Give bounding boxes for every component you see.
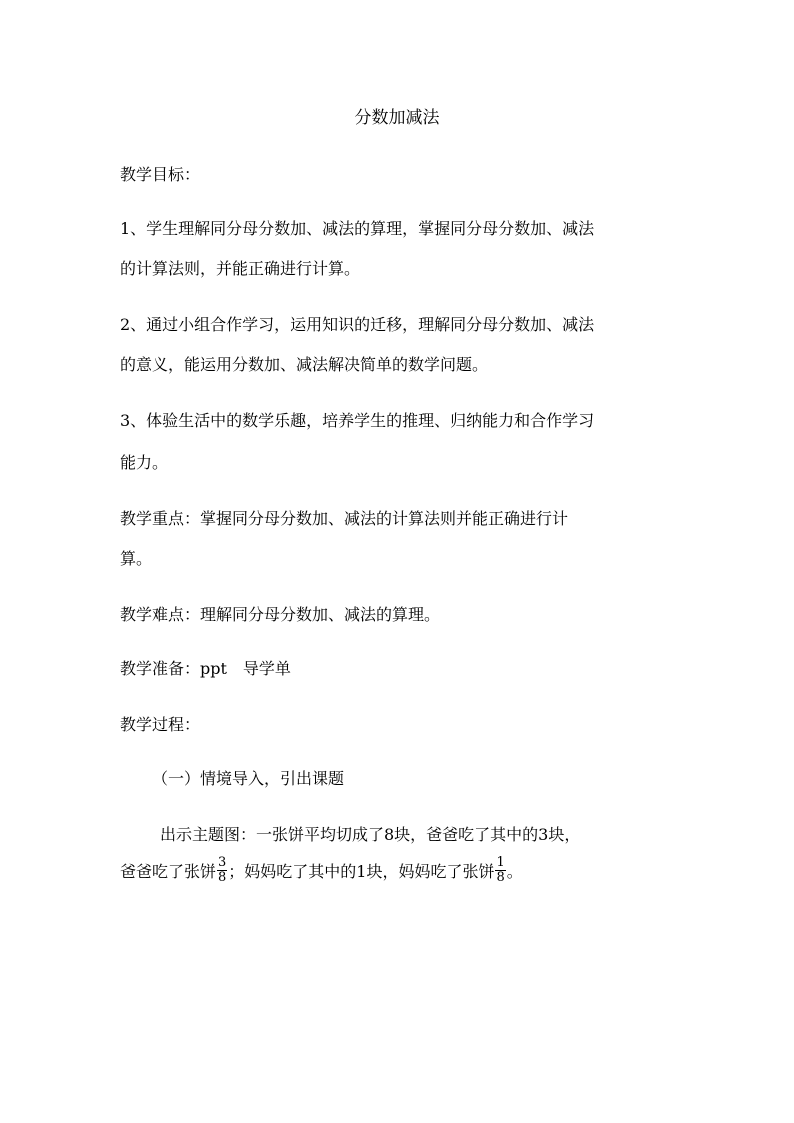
intro-text-c: 。: [506, 862, 523, 881]
fraction-numerator: 1: [496, 855, 505, 870]
difficulty-text: 教学难点：理解同分母分数加、减法的算理。: [120, 605, 441, 624]
fraction-three-eighths: [217, 856, 227, 885]
goal-2-line-2: 的意义，能运用分数加、减法解决简单的数学问题。: [120, 355, 489, 374]
fraction-numerator: 3: [218, 855, 227, 870]
goals-heading: 教学目标：: [120, 165, 201, 184]
process-heading: 教学过程：: [120, 715, 201, 734]
preparation-label: 教学准备：ppt: [120, 659, 227, 678]
key-points-line-2: 算。: [120, 549, 153, 568]
fraction-denominator: 8: [218, 870, 227, 885]
fraction-one-eighth: [495, 856, 505, 885]
goal-1-line-1: 1、学生理解同分母分数加、减法的算理，掌握同分母分数加、减法: [120, 219, 595, 238]
goal-3-line-2: 能力。: [120, 453, 169, 472]
key-points-line-1: 教学重点：掌握同分母分数加、减法的计算法则并能正确进行计: [120, 509, 569, 528]
goal-3-line-1: 3、体验生活中的数学乐趣，培养学生的推理、归纳能力和合作学习: [120, 411, 595, 430]
intro-text-b: ；妈妈吃了其中的1块，妈妈吃了张饼: [228, 862, 495, 881]
intro-text-a: 爸爸吃了张饼: [120, 862, 217, 881]
section-1-heading: （一）情境导入，引出课题: [152, 769, 345, 788]
goal-2-line-1: 2、通过小组合作学习，运用知识的迁移，理解同分母分数加、减法: [120, 315, 595, 334]
goal-1-line-2: 的计算法则，并能正确进行计算。: [120, 259, 361, 278]
preparation-item: 导学单: [242, 659, 291, 678]
fraction-denominator: 8: [496, 870, 505, 885]
intro-line-1: 出示主题图：一张饼平均切成了8块，爸爸吃了其中的3块，: [160, 825, 581, 844]
preparation-line: [120, 657, 291, 681]
intro-line-2: [120, 855, 523, 887]
page-title: 分数加减法: [354, 108, 440, 128]
